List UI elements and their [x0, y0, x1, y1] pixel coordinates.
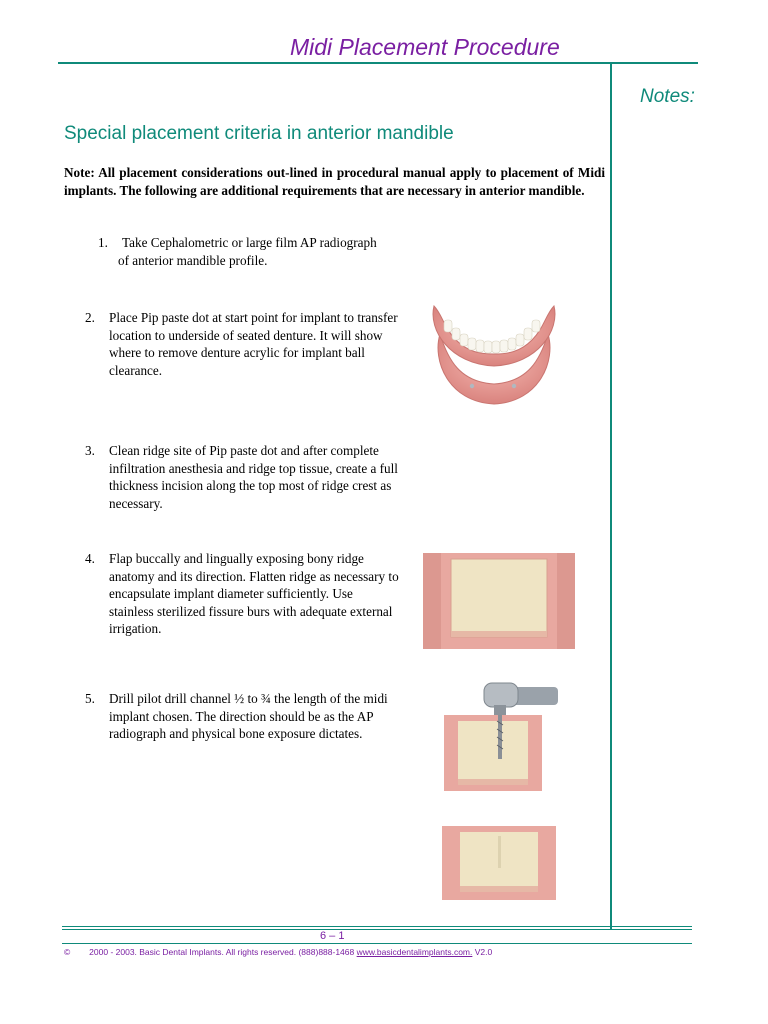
page-title: Midi Placement Procedure [290, 34, 560, 60]
copyright-symbol: © [64, 947, 71, 957]
step-text: Flap buccally and lingually exposing bony ridge anatomy and its direction. Flatten ridge as necessary to encapsulate implant diameter sufficiently. Use stainless sterilized fissure burs with adequate external irrigation. [109, 551, 399, 636]
footer-rule-bottom [62, 943, 692, 944]
version-label: V2.0 [474, 947, 493, 957]
step-number: 1. [98, 235, 108, 250]
denture-illustration [428, 290, 560, 412]
step-number: 3. [85, 443, 95, 458]
step-text: Clean ridge site of Pip paste dot and after complete infiltration anesthesia and ridge top tissue, create a full thickness incision along the top most of ridge crest as necessary. [109, 443, 398, 511]
ridge-illustration [423, 553, 575, 649]
page-number: 6 – 1 [320, 930, 345, 942]
step-text: Drill pilot drill channel ½ to ¾ the length of the midi implant chosen. The direction should be as the AP radiograph and physical bone exposure dictates. [109, 691, 388, 741]
step-text: Take Cephalometric or large film AP radiograph of anterior mandible profile. [118, 235, 377, 268]
website-link[interactable]: www.basicdentalimplants.com. [356, 947, 473, 957]
drill-illustration [444, 677, 558, 791]
section-title: Special placement criteria in anterior mandible [64, 123, 454, 144]
section-note: Note: All placement considerations out-lined in procedural manual apply to placement of Midi implants. The following are additional requirements that are necessary in anterior mandible. [64, 165, 605, 198]
footer-rule-double [62, 929, 692, 930]
channel-illustration [442, 826, 556, 900]
step-number: 5. [85, 691, 95, 706]
footer-rule [62, 926, 692, 927]
step-text: Place Pip paste dot at start point for implant to transfer location to underside of seated denture. It will show where to remove denture acrylic for implant ball clearance. [109, 310, 398, 378]
copyright-line [64, 947, 492, 957]
header-rule [58, 62, 698, 64]
copyright-text: 2000 - 2003. Basic Dental Implants. All rights reserved. (888)888-1468 [89, 947, 355, 957]
step-number: 4. [85, 551, 95, 566]
step-number: 2. [85, 310, 95, 325]
notes-column-divider [610, 64, 612, 930]
notes-label: Notes: [640, 86, 695, 107]
